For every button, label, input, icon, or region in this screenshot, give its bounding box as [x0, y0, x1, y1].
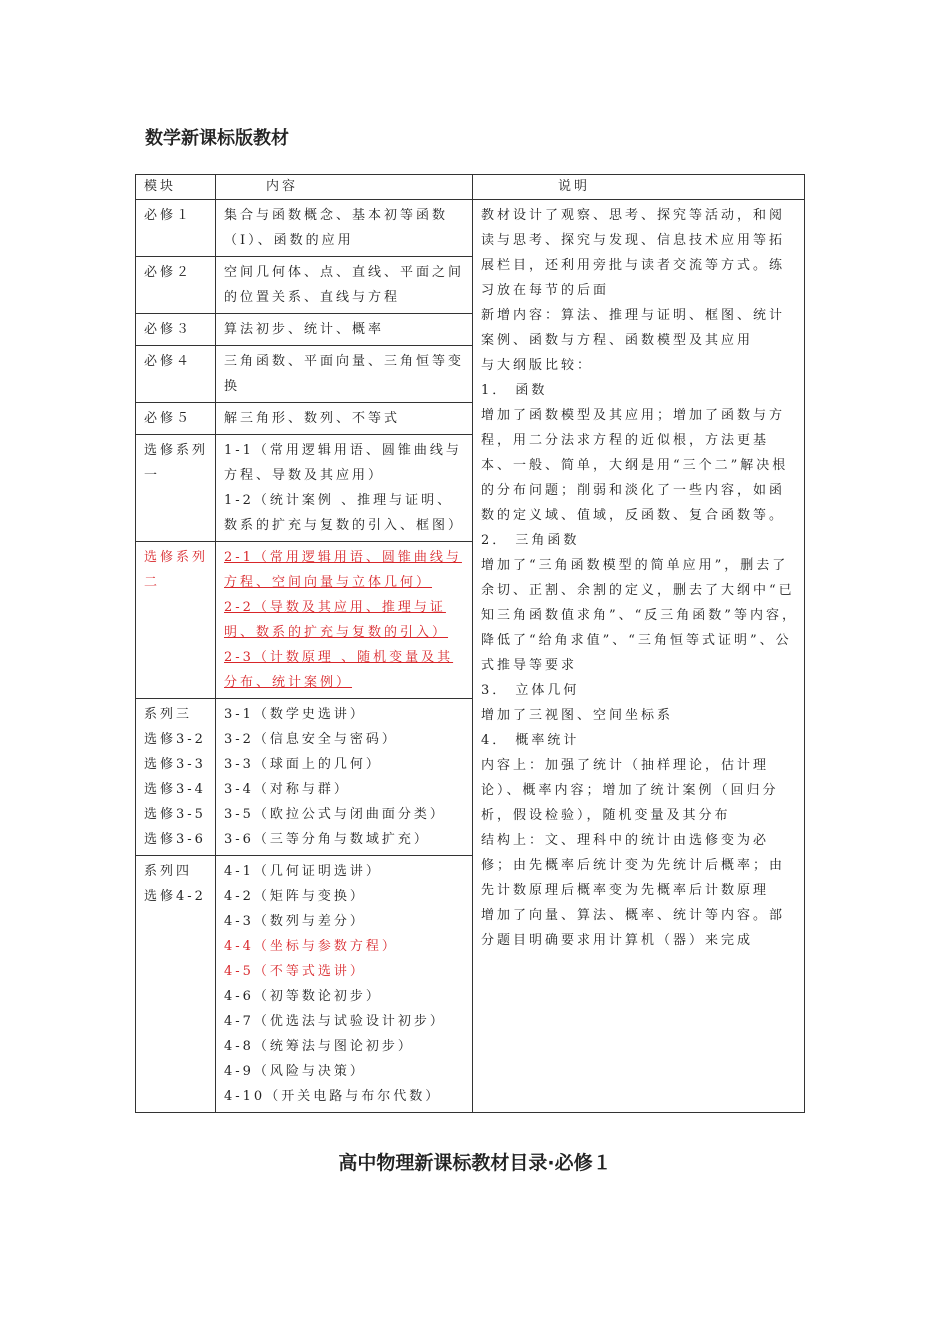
curriculum-table: [135, 174, 805, 1113]
note-heading: 3． 立体几何: [481, 683, 580, 698]
table-row: [136, 200, 805, 257]
module-cell: 必修３: [136, 314, 216, 346]
module-cell: 必修２: [136, 257, 216, 314]
note-heading: 2． 三角函数: [481, 533, 580, 548]
module-cell: 必修４: [136, 346, 216, 403]
content-cell: [216, 856, 473, 1113]
module-cell: 必修５: [136, 403, 216, 435]
module-cell: 选修系列一: [136, 435, 216, 542]
content-item: 4-7（优选法与试验设计初步）: [224, 1014, 446, 1029]
module-cell: [136, 699, 216, 856]
content-cell: 解三角形、数列、不等式: [216, 403, 473, 435]
note-line: 结构上：文、理科中的统计由选修变为必修；由先概率后统计变为先统计后概率；由先计数原理后概率变为先概率后计数原理: [481, 833, 786, 898]
notes-cell: [473, 200, 805, 1113]
content-cell: 算法初步、统计、概率: [216, 314, 473, 346]
content-item-highlighted: 4-5（不等式选讲）: [224, 964, 366, 979]
section-title: 高中物理新课标教材目录·必修１: [338, 1152, 612, 1174]
note-line: 增加了“三角函数模型的简单应用”，删去了余切、正割、余割的定义，删去了大纲中“已知三角函数值求角”、“反三角函数”等内容，降低了“给角求值”、“三角恒等式证明”、公式推导等要求: [481, 558, 798, 673]
note-line: 增加了三视图、空间坐标系: [481, 708, 674, 723]
content-cell: [216, 542, 473, 699]
module-line: 选修3-3: [144, 757, 206, 772]
module-cell: [136, 856, 216, 1113]
content-cell: 集合与函数概念、基本初等函数（Ⅰ）、函数的应用: [216, 200, 473, 257]
content-item: 3-5（欧拉公式与闭曲面分类）: [224, 807, 446, 822]
header-content: 内容: [216, 175, 473, 200]
content-cell: 三角函数、平面向量、三角恒等变换: [216, 346, 473, 403]
note-line: 增加了函数模型及其应用；增加了函数与方程，用二分法求方程的近似根，方法更基本、一般、简单，大纲是用“三个二”解决根的分布问题；削弱和淡化了一些内容，如函数的定义域、值域，反函数、复合函数等。: [481, 408, 789, 523]
note-line: 与大纲版比较：: [481, 358, 594, 373]
header-module: 模块: [136, 175, 216, 200]
note-line: 增加了向量、算法、概率、统计等内容。部分题目明确要求用计算机（器）来完成: [481, 908, 786, 948]
content-item: 4-9（风险与决策）: [224, 1064, 366, 1079]
content-item: 3-4（对称与群）: [224, 782, 350, 797]
note-line: 新增内容：算法、推理与证明、框图、统计案例、函数与方程、函数模型及其应用: [481, 308, 786, 348]
note-heading: 4． 概率统计: [481, 733, 580, 748]
content-item: 2-2（导数及其应用、推理与证明、数系的扩充与复数的引入）: [224, 600, 449, 640]
module-line: 选修4-2: [144, 889, 206, 904]
module-line: 选修3-5: [144, 807, 206, 822]
module-line: 选修3-6: [144, 832, 206, 847]
content-item-highlighted: 4-4（坐标与参数方程）: [224, 939, 398, 954]
content-item: 3-6（三等分角与数域扩充）: [224, 832, 430, 847]
content-item: 4-10（开关电路与布尔代数）: [224, 1089, 442, 1104]
content-item: 4-3（数列与差分）: [224, 914, 366, 929]
content-item: 2-3（计数原理 、随机变量及其分布、统计案例）: [224, 650, 454, 690]
content-item: 3-3（球面上的几何）: [224, 757, 382, 772]
module-line: 选修3-4: [144, 782, 206, 797]
document-title: 数学新课标版教材: [145, 128, 289, 149]
content-item: 1-2（统计案例 、推理与证明、数系的扩充与复数的引入、框图）: [224, 493, 465, 533]
module-cell: 选修系列二: [136, 542, 216, 699]
content-item: 3-2（信息安全与密码）: [224, 732, 398, 747]
module-line: 选修3-2: [144, 732, 206, 747]
module-cell: 必修１: [136, 200, 216, 257]
table-header-row: [136, 175, 805, 200]
content-item: 4-2（矩阵与变换）: [224, 889, 366, 904]
content-item: 2-1（常用逻辑用语、圆锥曲线与方程、空间向量与立体几何）: [224, 550, 462, 590]
module-line: 系列四: [144, 864, 193, 879]
content-cell: [216, 435, 473, 542]
content-cell: [216, 699, 473, 856]
note-line: 内容上：加强了统计（抽样理论，估计理论）、概率内容；增加了统计案例（回归分析，假设检验），随机变量及其分布: [481, 758, 779, 823]
header-notes: 说明: [473, 175, 805, 200]
content-cell: 空间几何体、点、直线、平面之间的位置关系、直线与方程: [216, 257, 473, 314]
note-line: 教材设计了观察、思考、探究等活动，和阅读与思考、探究与发现、信息技术应用等拓展栏目，还利用旁批与读者交流等方式。练习放在每节的后面: [481, 208, 786, 298]
content-item: 3-1（数学史选讲）: [224, 707, 366, 722]
content-item: 1-1（常用逻辑用语、圆锥曲线与方程、导数及其应用）: [224, 443, 462, 483]
content-item: 4-1（几何证明选讲）: [224, 864, 382, 879]
content-item: 4-6（初等数论初步）: [224, 989, 382, 1004]
module-line: 系列三: [144, 707, 193, 722]
content-item: 4-8（统筹法与图论初步）: [224, 1039, 414, 1054]
note-heading: 1． 函数: [481, 383, 548, 398]
